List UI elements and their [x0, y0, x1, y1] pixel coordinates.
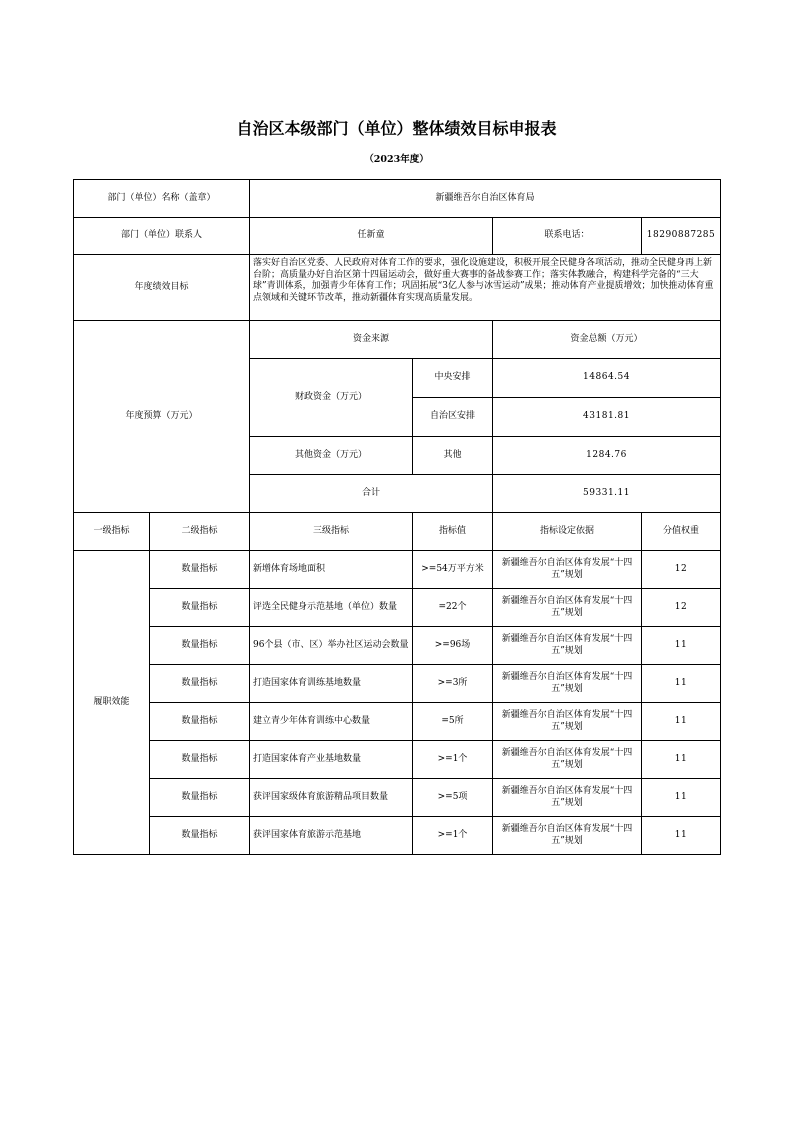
- page-title: 自治区本级部门（单位）整体绩效目标申报表: [236, 119, 557, 138]
- fiscal-label: 财政资金（万元）: [250, 359, 413, 437]
- level3-cell: 建立青少年体育训练中心数量: [250, 703, 413, 741]
- budget-label: 年度预算（万元）: [74, 321, 250, 513]
- contact-value: 任新童: [250, 218, 493, 255]
- other-label: 其他资金（万元）: [250, 437, 413, 475]
- goal-label: 年度绩效目标: [74, 255, 250, 321]
- basis-cell: 新疆维吾尔自治区体育发展“十四五”规划: [493, 627, 642, 665]
- total-label: 合计: [250, 475, 493, 513]
- dept-row: [74, 180, 721, 218]
- contact-row: [74, 218, 721, 255]
- header-value: 指标值: [413, 513, 493, 551]
- total-value: 59331.11: [493, 475, 721, 513]
- central-value: 14864.54: [493, 359, 721, 398]
- level1-cell: 履职效能: [74, 551, 150, 855]
- performance-target-table: [73, 179, 721, 855]
- level2-cell: 数量指标: [150, 589, 250, 627]
- phone-label: 联系电话：: [493, 218, 642, 255]
- value-cell: =22个: [413, 589, 493, 627]
- level3-cell: 获评国家体育旅游示范基地: [250, 817, 413, 855]
- contact-label: 部门（单位）联系人: [74, 218, 250, 255]
- weight-cell: 11: [642, 741, 721, 779]
- level3-cell: 打造国家体育产业基地数量: [250, 741, 413, 779]
- basis-cell: 新疆维吾尔自治区体育发展“十四五”规划: [493, 779, 642, 817]
- level2-cell: 数量指标: [150, 703, 250, 741]
- value-cell: =5所: [413, 703, 493, 741]
- other-sub-label: 其他: [413, 437, 493, 475]
- basis-cell: 新疆维吾尔自治区体育发展“十四五”规划: [493, 817, 642, 855]
- basis-cell: 新疆维吾尔自治区体育发展“十四五”规划: [493, 741, 642, 779]
- level2-cell: 数量指标: [150, 741, 250, 779]
- weight-cell: 11: [642, 817, 721, 855]
- value-cell: >=3所: [413, 665, 493, 703]
- goal-row: [74, 255, 721, 321]
- level2-cell: 数量指标: [150, 627, 250, 665]
- region-value: 43181.81: [493, 398, 721, 437]
- level2-cell: 数量指标: [150, 817, 250, 855]
- indicator-row: [74, 741, 721, 779]
- basis-cell: 新疆维吾尔自治区体育发展“十四五”规划: [493, 589, 642, 627]
- level3-cell: 评选全民健身示范基地（单位）数量: [250, 589, 413, 627]
- indicator-row: [74, 665, 721, 703]
- weight-cell: 11: [642, 703, 721, 741]
- source-header: 资金来源: [250, 321, 493, 359]
- header-level1: 一级指标: [74, 513, 150, 551]
- level2-cell: 数量指标: [150, 551, 250, 589]
- budget-header-row: [74, 321, 721, 359]
- value-cell: >=54万平方米: [413, 551, 493, 589]
- indicator-row: [74, 551, 721, 589]
- year-subtitle: （2023年度）: [364, 154, 429, 165]
- level3-cell: 新增体育场地面积: [250, 551, 413, 589]
- dept-label: 部门（单位）名称（盖章）: [74, 180, 250, 218]
- goal-text: 落实好自治区党委、人民政府对体育工作的要求，强化设施建设，积极开展全民健身各项活动，推动全民健身再上新台阶；高质量办好自治区第十四届运动会，做好重大赛事的备战参赛工作；落实体教融合，构建科学完备的“三大球”青训体系，加强青少年体育工作；巩固拓展“3亿人参与冰雪运动”成果；推动体育产业提质增效；加快推动体育重点领域和关键环节改革，推动新疆体育实现高质量发展。: [250, 255, 721, 321]
- central-label: 中央安排: [413, 359, 493, 398]
- indicator-row: [74, 817, 721, 855]
- level3-cell: 获评国家级体育旅游精品项目数量: [250, 779, 413, 817]
- value-cell: >=96场: [413, 627, 493, 665]
- dept-value: 新疆维吾尔自治区体育局: [250, 180, 721, 218]
- indicator-row: [74, 779, 721, 817]
- value-cell: >=1个: [413, 741, 493, 779]
- level3-cell: 96个县（市、区）举办社区运动会数量: [250, 627, 413, 665]
- weight-cell: 12: [642, 551, 721, 589]
- amount-header: 资金总额（万元）: [493, 321, 721, 359]
- weight-cell: 12: [642, 589, 721, 627]
- header-weight: 分值权重: [642, 513, 721, 551]
- basis-cell: 新疆维吾尔自治区体育发展“十四五”规划: [493, 665, 642, 703]
- phone-value: 18290887285: [642, 218, 721, 255]
- header-level2: 二级指标: [150, 513, 250, 551]
- other-value: 1284.76: [493, 437, 721, 475]
- level2-cell: 数量指标: [150, 665, 250, 703]
- value-cell: >=5项: [413, 779, 493, 817]
- weight-cell: 11: [642, 779, 721, 817]
- level3-cell: 打造国家体育训练基地数量: [250, 665, 413, 703]
- weight-cell: 11: [642, 665, 721, 703]
- header-level3: 三级指标: [250, 513, 413, 551]
- basis-cell: 新疆维吾尔自治区体育发展“十四五”规划: [493, 551, 642, 589]
- basis-cell: 新疆维吾尔自治区体育发展“十四五”规划: [493, 703, 642, 741]
- indicator-row: [74, 589, 721, 627]
- indicator-row: [74, 627, 721, 665]
- region-label: 自治区安排: [413, 398, 493, 437]
- header-basis: 指标设定依据: [493, 513, 642, 551]
- level2-cell: 数量指标: [150, 779, 250, 817]
- indicator-header-row: [74, 513, 721, 551]
- value-cell: >=1个: [413, 817, 493, 855]
- indicator-row: [74, 703, 721, 741]
- weight-cell: 11: [642, 627, 721, 665]
